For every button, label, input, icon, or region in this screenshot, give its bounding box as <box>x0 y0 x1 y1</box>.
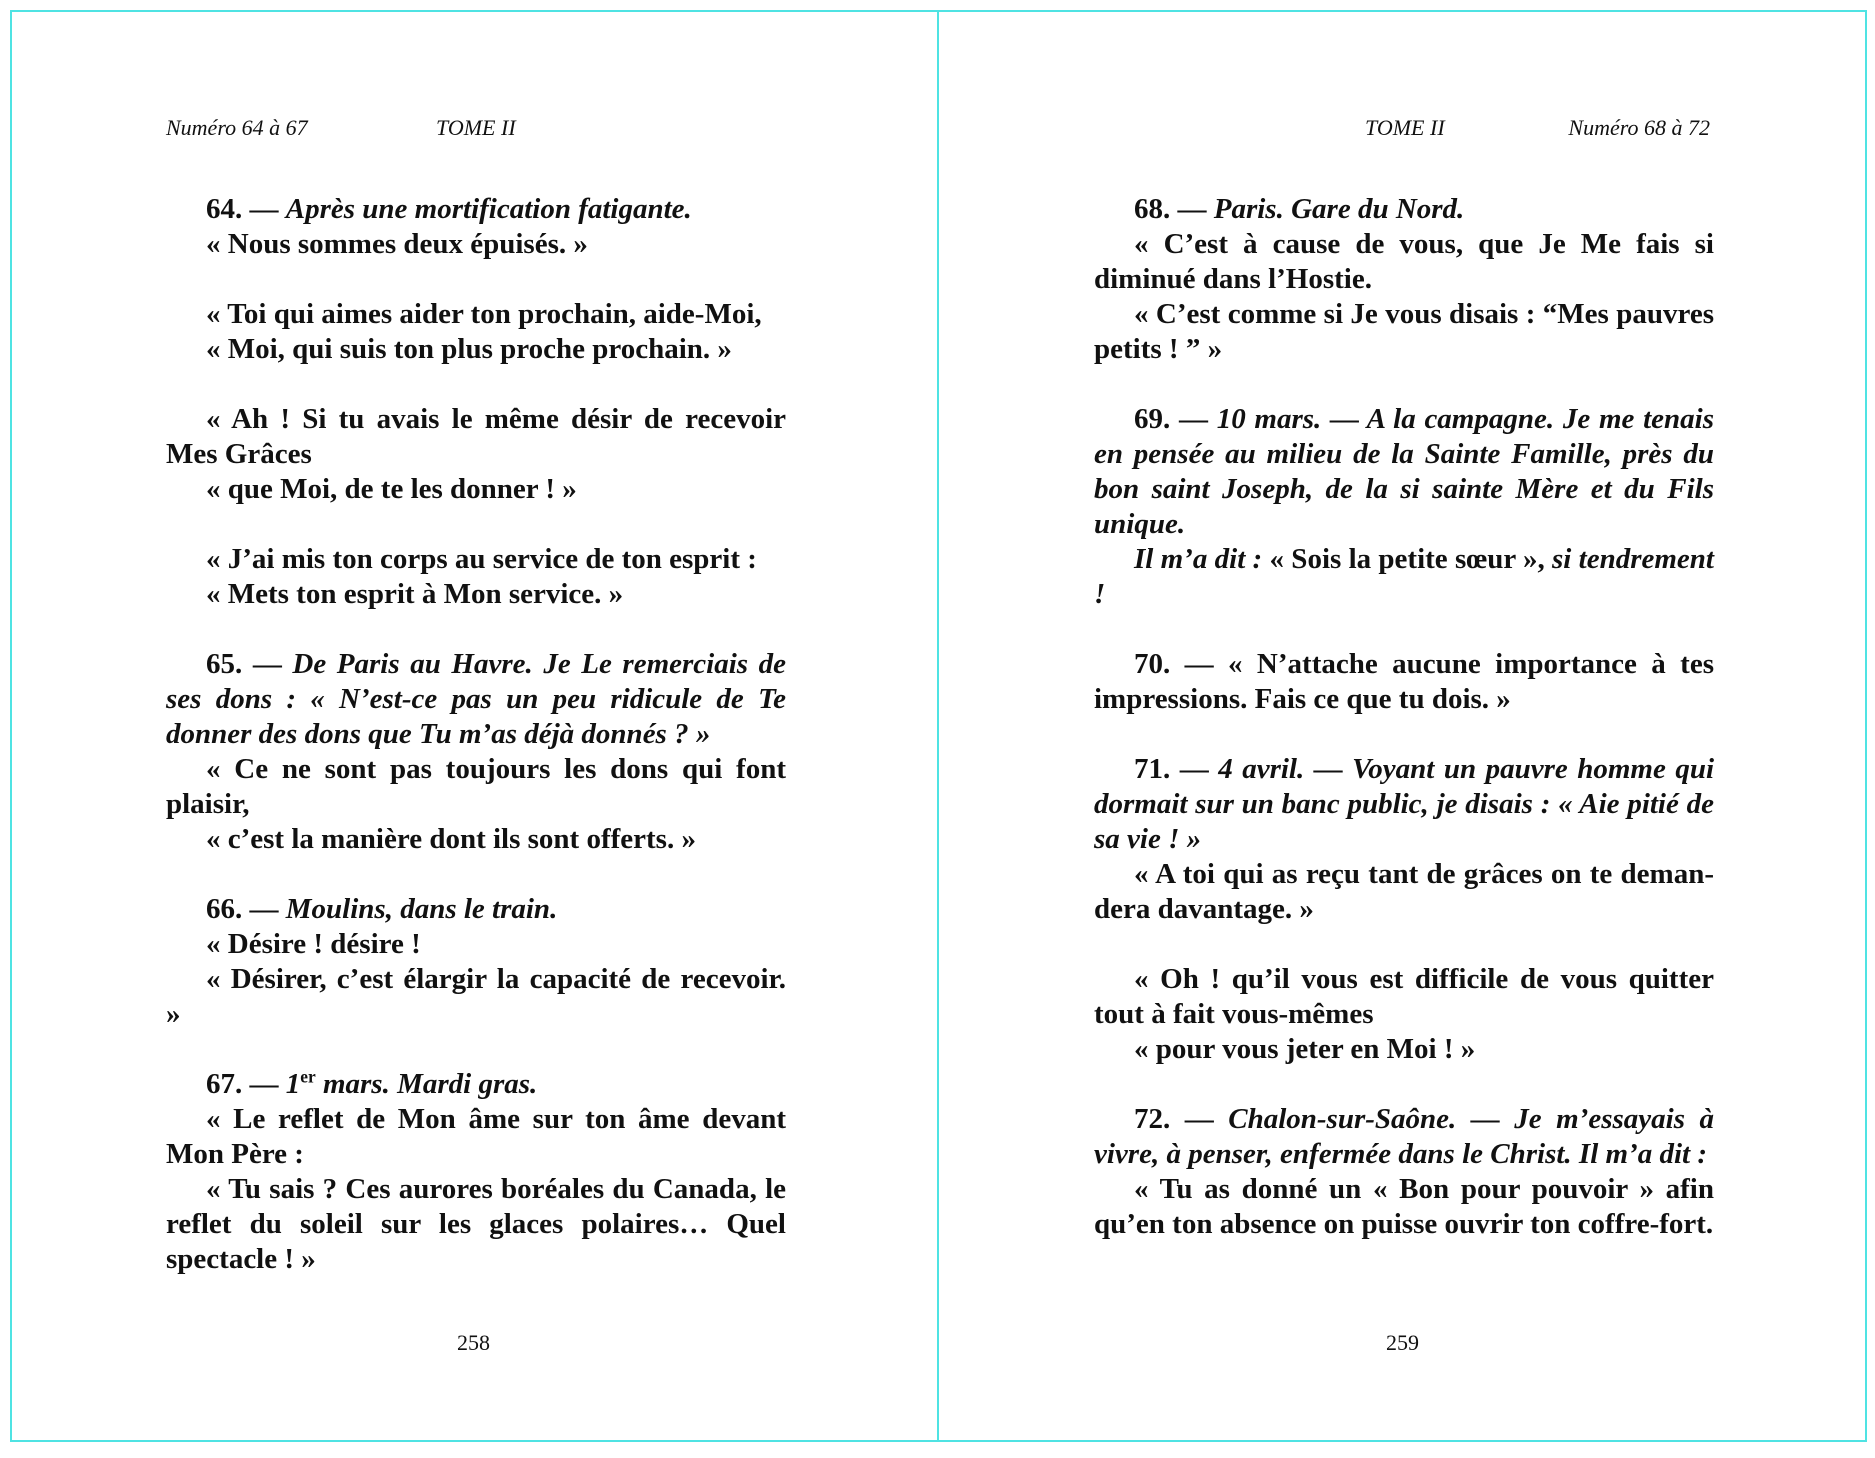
entry-65-line: « Ce ne sont pas toujours les dons qui font plaisir, <box>166 753 786 820</box>
entry-66-heading: 66. — Moulins, dans le train. <box>206 893 558 925</box>
left-page <box>10 10 939 1442</box>
entry-69-heading: 69. — 10 mars. — A la campagne. Je me tenais en pensée au milieu de la Sainte Famille, près du bon saint Joseph, de la si sainte Mère et du Fils unique. <box>1094 403 1714 540</box>
entry-69-line: Il m’a dit : « Sois la petite sœur », si tendrement ! <box>1094 543 1714 610</box>
entry-68-heading: 68. — Paris. Gare du Nord. <box>1134 193 1465 225</box>
page-number: 259 <box>1386 1330 1419 1355</box>
right-page <box>937 10 1867 1442</box>
page-number: 258 <box>457 1330 490 1355</box>
entry-72-heading: 72. — Chalon-sur-Saône. — Je m’essayais à vivre, à penser, enfermée dans le Christ. Il m’a dit : <box>1094 1103 1714 1170</box>
entry-67-line: « Le reflet de Mon âme sur ton âme devant Mon Père : <box>166 1103 786 1170</box>
running-head-volume: TOME II <box>1365 115 1445 140</box>
entry-64-line: « Ah ! Si tu avais le même désir de recevoir Mes Grâces <box>166 403 786 470</box>
entry-66-line: « Désire ! désire ! <box>206 928 421 960</box>
left-text-block <box>166 192 786 1277</box>
entry-71-heading: 71. — 4 avril. — Voyant un pauvre homme qui dormait sur un banc public, je disais : « Aie pitié de sa vie ! » <box>1094 753 1715 855</box>
entry-67-line: « Tu sais ? Ces aurores boréales du Canada, le reflet du soleil sur les glaces polaires… Quel spectacle ! » <box>166 1173 786 1275</box>
entry-64-heading: 64. — Après une mortification fatigante. <box>206 193 692 225</box>
entry-67-heading: 67. — 1er mars. Mardi gras. <box>206 1066 538 1100</box>
entry-71-line: « A toi qui as reçu tant de grâces on te demandera davantage. » <box>1094 858 1714 925</box>
entry-64-line: « Nous sommes deux épuisés. » <box>206 228 588 260</box>
running-head-numbers: Numéro 64 à 67 <box>166 115 308 140</box>
entry-70: 70. — « N’attache aucune importance à tes impressions. Fais ce que tu dois. » <box>1094 648 1714 715</box>
entry-71-line: « pour vous jeter en Moi ! » <box>1134 1033 1476 1065</box>
entry-68-line: « C’est comme si Je vous disais : “Mes pauvres petits ! ” » <box>1094 298 1714 365</box>
entry-64-line: « Moi, qui suis ton plus proche prochain. » <box>206 333 732 365</box>
entry-64-line: « J’ai mis ton corps au service de ton esprit : <box>206 543 757 575</box>
entry-64-line: « que Moi, de te les donner ! » <box>206 473 577 505</box>
entry-68-line: « C’est à cause de vous, que Je Me fais si diminué dans l’Hostie. <box>1094 228 1714 295</box>
running-head-numbers: Numéro 68 à 72 <box>1568 115 1710 140</box>
entry-66-line: « Désirer, c’est élargir la capacité de recevoir. » <box>166 963 786 1030</box>
right-text-block <box>1094 192 1714 1242</box>
entry-65-line: « c’est la manière dont ils sont offerts. » <box>206 823 696 855</box>
running-head-volume: TOME II <box>436 115 516 140</box>
entry-64-line: « Toi qui aimes aider ton prochain, aide-Moi, <box>206 298 762 330</box>
entry-65-heading: 65. — De Paris au Havre. Je Le remerciais de ses dons : « N’est-ce pas un peu ridicule de Te donner des dons que Tu m’as déjà donnés ? » <box>166 648 787 750</box>
entry-64-line: « Mets ton esprit à Mon service. » <box>206 578 624 610</box>
entry-71-line: « Oh ! qu’il vous est difficile de vous quitter tout à fait vous-mêmes <box>1094 963 1714 1030</box>
entry-72-line: « Tu as donné un « Bon pour pouvoir » afin qu’en ton absence on puisse ouvrir ton coffre-fort. <box>1094 1173 1714 1240</box>
